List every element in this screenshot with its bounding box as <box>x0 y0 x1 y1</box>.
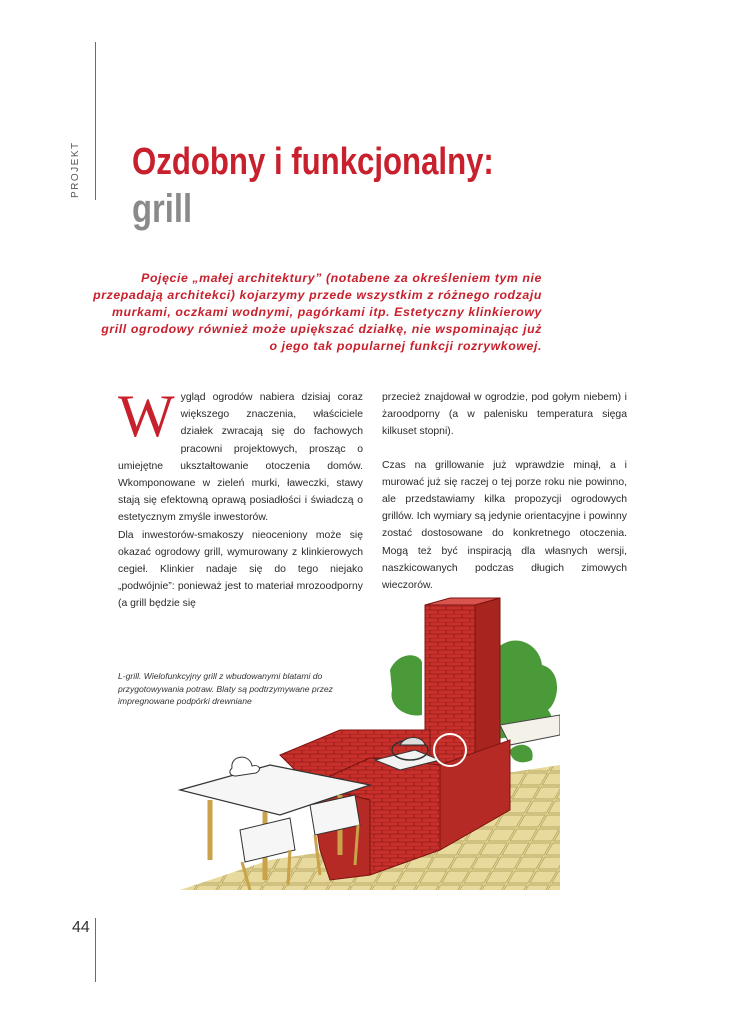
shrub-left <box>390 655 422 715</box>
lead-paragraph: Pojęcie „małej architektury” (notabene za określeniem tym nie przepadają architekci) kojarzymy przede wszystkim z różnego rodzaju murkami, oczkami wodnymi, pagórkami itp. Estetyczny klinkierowy grill ogrodowy również może upiększać działkę, nie wspominając już o jego tak popularnej funkcji rozrywkowej. <box>93 271 542 353</box>
page-title: Ozdobny i funkcjonalny: <box>132 141 494 183</box>
shrub-foot <box>510 745 533 763</box>
figure-caption: L-grill. Wielofunkcyjny grill z wbudowanymi blatami do przygotowywania potraw. Blaty są podtrzymywane przez impregnowane podpórki drewniane <box>118 671 333 706</box>
text-column-right <box>382 389 627 594</box>
margin-rule-top <box>95 42 96 200</box>
drop-cap: W <box>118 383 175 449</box>
margin-rule-bottom <box>95 918 96 982</box>
body-paragraph: Czas na grillowanie już wprawdzie minął, a i murować już się raczej o tej porze roku nie powinno, ale przedstawiamy kilka propozycji ogrodowych grillów. Ich wymiary są jedynie orientacyjne i powinny zostać dostosowane do konkretnego otoczenia. Mogą też być inspiracją dla własnych wersji, naszkicowanych podczas długich zimowych wieczorów. <box>382 459 627 592</box>
body-paragraph: przecież znajdował w ogrodzie, pod gołym niebem) i żaroodporny (a w palenisku temperatura sięga kilkuset stopni). <box>382 392 627 438</box>
body-paragraph: Dla inwestorów-smakoszy nieoceniony może się okazać ogrodowy grill, wymurowany z klinkierowych cegieł. Klinkier nadaje się do tego niejako „podwójnie”: ponieważ jest to materiał mrozoodporny (a grill będzie się <box>118 529 363 610</box>
body-text: ygląd ogrodów nabiera dzisiaj coraz większego znaczenia, właściciele działek zwracają się do fachowych pracowni projektowych, prosząc o umiejętne ukształtowanie otoczenia domów. Wkomponowane w zieleń murki, ławeczki, stawy stają się efektowną oprawą posiadłości i świadczą o estetycznym zmyśle inwestorów. <box>118 392 363 524</box>
page-number: 44 <box>72 919 90 936</box>
section-label: PROJEKT <box>70 141 81 198</box>
teapot <box>230 757 260 776</box>
body-paragraph <box>118 383 363 527</box>
grill-illustration <box>170 590 560 890</box>
text-column-left <box>118 383 363 613</box>
page-title-subject: grill <box>132 187 193 231</box>
